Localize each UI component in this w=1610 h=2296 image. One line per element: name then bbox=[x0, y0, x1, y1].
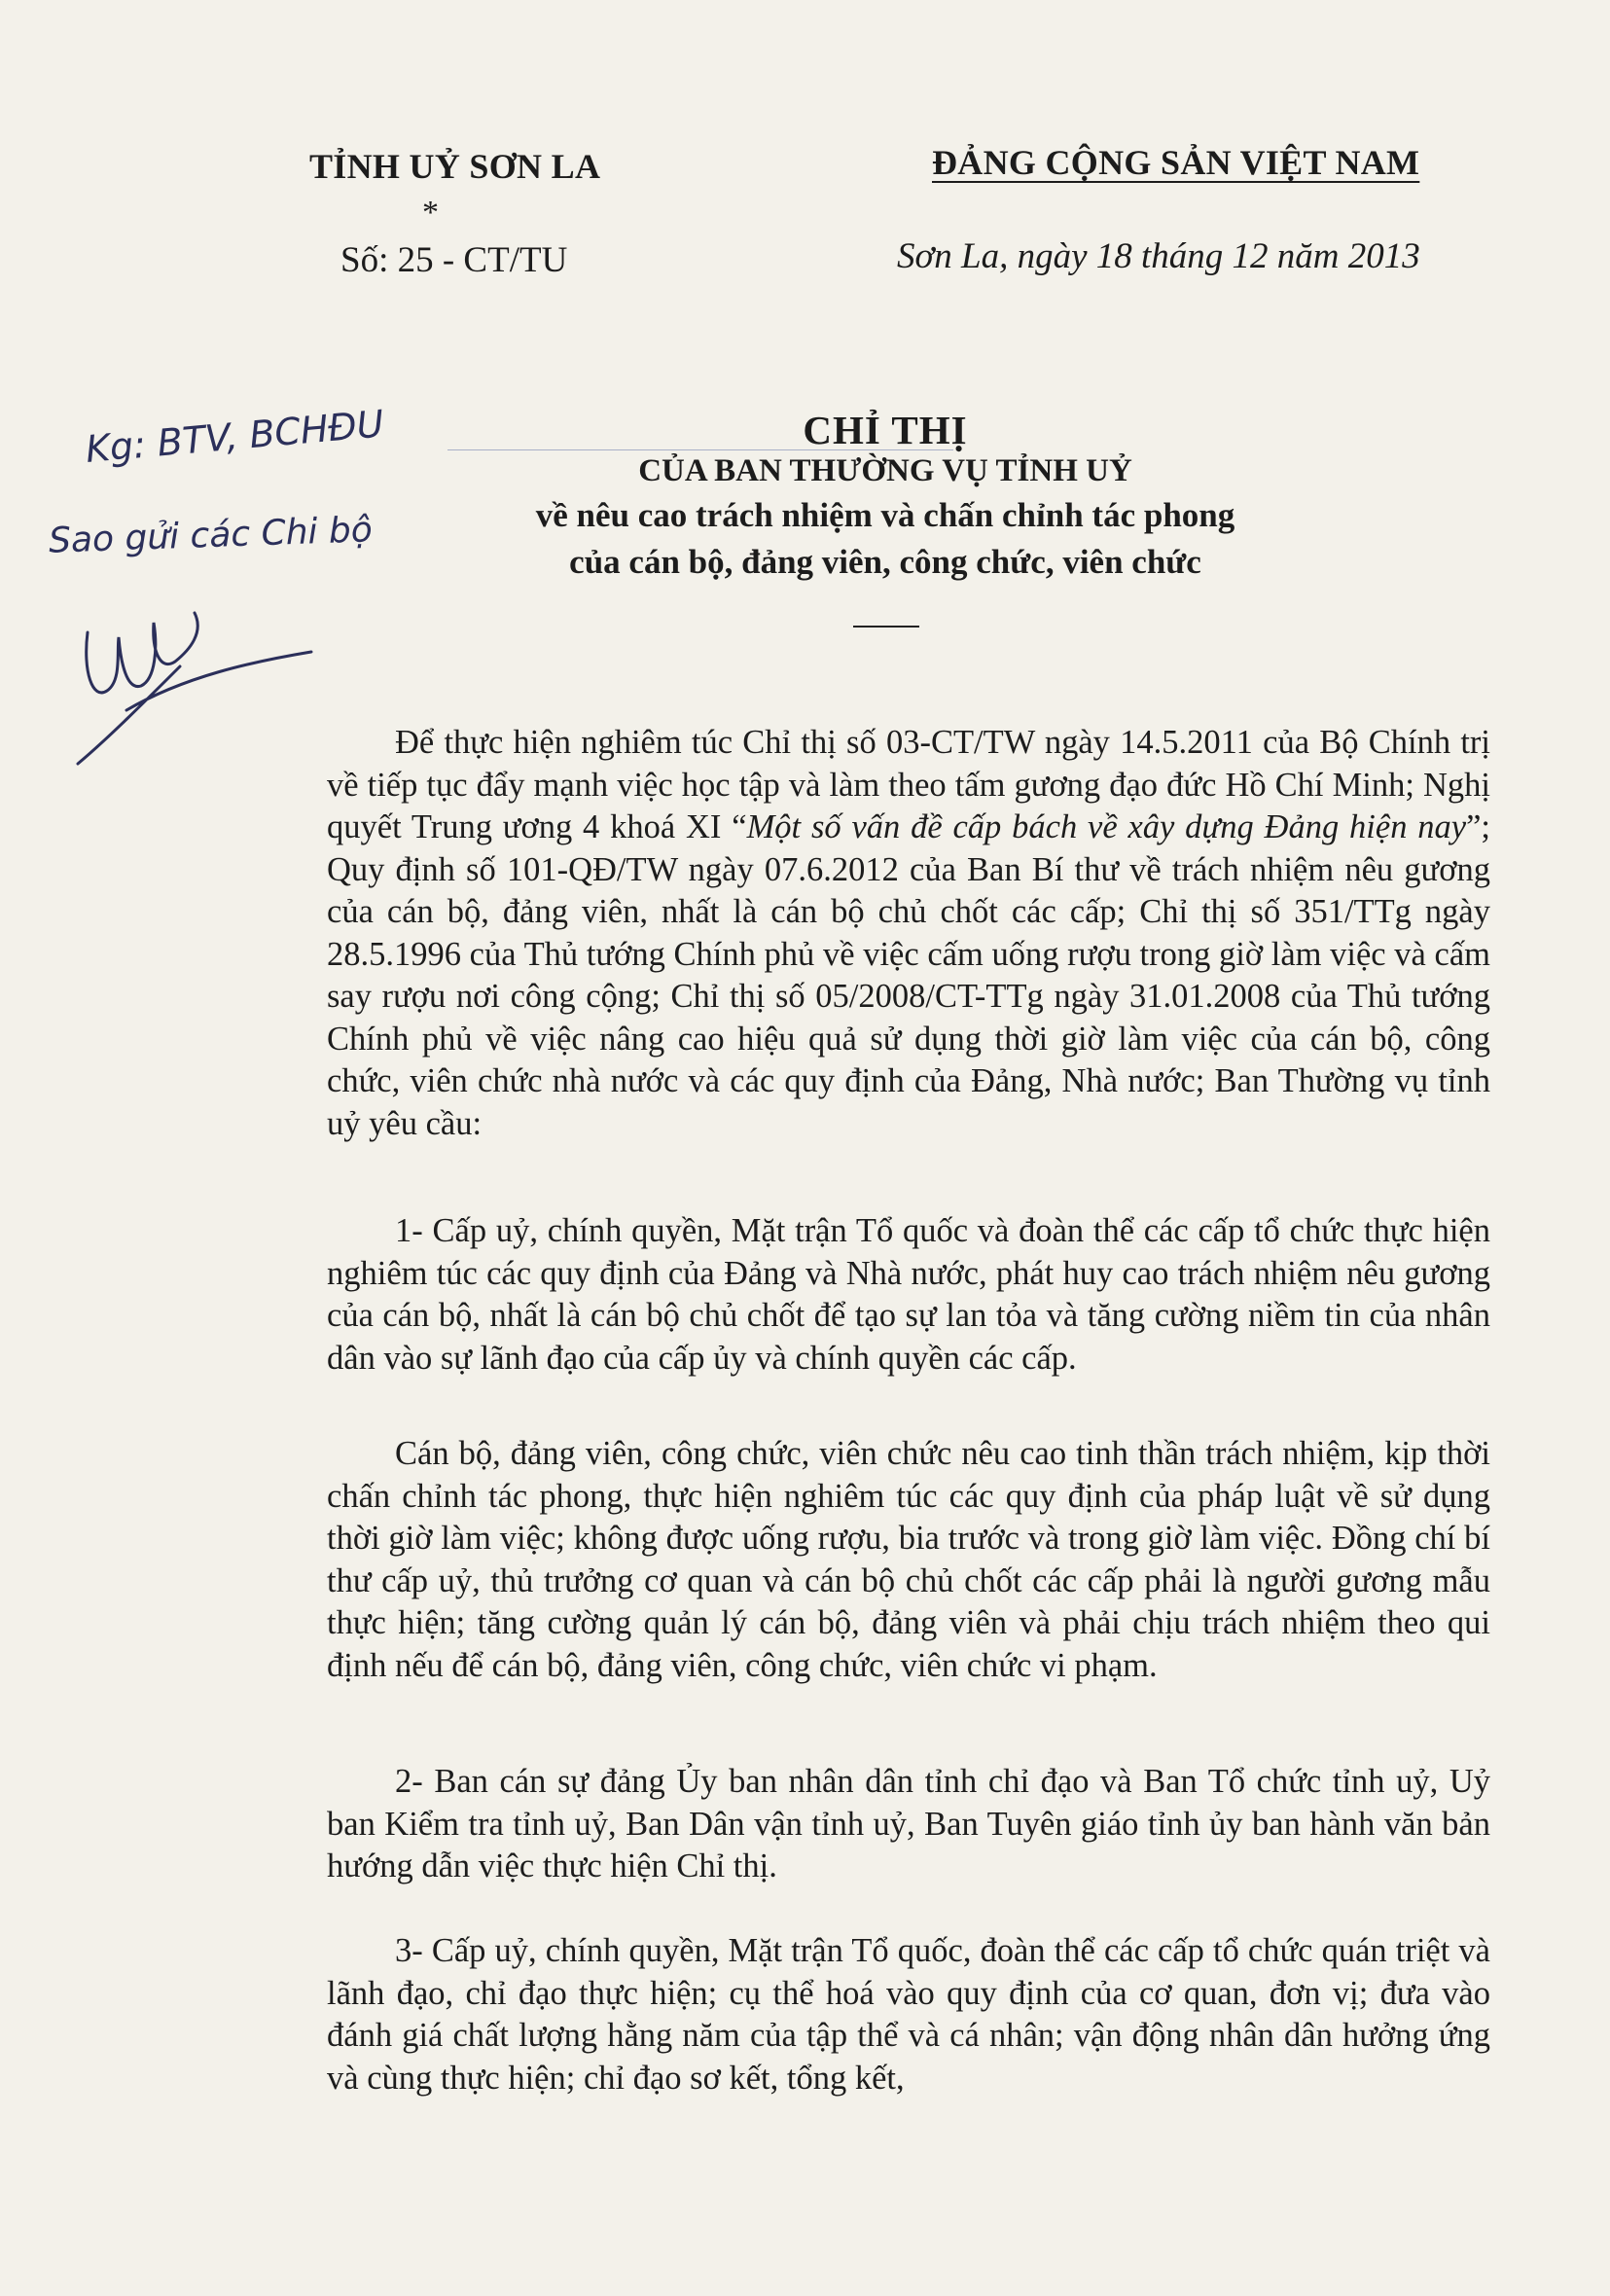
issuing-body: CỦA BAN THƯỜNG VỤ TỈNH UỶ bbox=[638, 453, 1132, 488]
intro-text: Để thực hiện nghiêm túc Chỉ thị số 03-CT/TW ngày 14.5.2011 của Bộ Chính trị về tiếp tục đẩy mạnh việc học tập và làm theo tấm gương đạo đức Hồ Chí Minh; Nghị quyết Trung ương 4 khoá XI “ bbox=[327, 724, 1490, 845]
handwritten-note: Kg: BTV, BCHĐU bbox=[84, 402, 386, 471]
handwritten-note: Sao gửi các Chi bộ bbox=[48, 510, 374, 561]
document-number: Số: 25 - CT/TU bbox=[340, 240, 568, 280]
subject-line: của cán bộ, đảng viên, công chức, viên chức bbox=[569, 543, 1201, 581]
intro-text: ”; Quy định số 101-QĐ/TW ngày 07.6.2012 của Ban Bí thư về trách nhiệm nêu gương của cán bộ, đảng viên, nhất là cán bộ chủ chốt các cấp; Chỉ thị số 351/TTg ngày 28.5.1996 của Thủ tướng Chính phủ về việc cấm uống rượu trong giờ làm việc và cấm say rượu nơi công cộng; Chỉ thị số 05/2008/CT-TTg ngày 31.01.2008 của Thủ tướng Chính phủ về việc nâng cao hiệu quả sử dụng thời giờ làm việc của cán bộ, công chức, viên chức nhà nước và các quy định của Đảng, Nhà nước; Ban Thường vụ tỉnh uỷ yêu cầu: bbox=[327, 808, 1490, 1142]
intro-paragraph bbox=[327, 722, 1490, 1145]
party-name: ĐẢNG CỘNG SẢN VIỆT NAM bbox=[932, 143, 1420, 182]
item-text: Ban cán sự đảng Ủy ban nhân dân tỉnh chỉ đạo và Ban Tổ chức tỉnh uỷ, Uỷ ban Kiểm tra tỉnh uỷ, Ban Dân vận tỉnh uỷ, Ban Tuyên giáo tỉnh ủy ban hành văn bản hướng dẫn việc thực hiện Chỉ thị. bbox=[327, 1763, 1490, 1884]
staff-responsibility-paragraph bbox=[327, 1433, 1490, 1687]
header-star: * bbox=[422, 195, 439, 231]
title-divider bbox=[853, 626, 919, 628]
resolution-title: Một số vấn đề cấp bách về xây dựng Đảng hiện nay bbox=[746, 808, 1467, 845]
issuing-organization: TỈNH UỶ SƠN LA bbox=[309, 147, 601, 186]
item-number: 3- bbox=[395, 1932, 423, 1969]
subject-line: về nêu cao trách nhiệm và chấn chỉnh tác phong bbox=[535, 496, 1235, 534]
item-number: 2- bbox=[395, 1763, 423, 1800]
signature-mark bbox=[68, 593, 321, 788]
paragraph-text: Cán bộ, đảng viên, công chức, viên chức nêu cao tinh thần trách nhiệm, kịp thời chấn chỉnh tác phong, thực hiện nghiêm túc các quy định của pháp luật về sử dụng thời giờ làm việc; không được uống rượu, bia trước và trong giờ làm việc. Đồng chí bí thư cấp uỷ, thủ trưởng cơ quan và cán bộ chủ chốt các cấp phải là người gương mẫu thực hiện; tăng cường quản lý cán bộ, đảng viên và phải chịu trách nhiệm theo qui định nếu để cán bộ, đảng viên, công chức, viên chức vi phạm. bbox=[327, 1435, 1490, 1684]
directive-item-3 bbox=[327, 1930, 1490, 2099]
item-number: 1- bbox=[395, 1212, 423, 1249]
document-date: Sơn La, ngày 18 tháng 12 năm 2013 bbox=[897, 236, 1420, 276]
directive-item-2 bbox=[327, 1761, 1490, 1888]
document-type: CHỈ THỊ bbox=[803, 408, 968, 452]
directive-item-1 bbox=[327, 1210, 1490, 1380]
item-text: Cấp uỷ, chính quyền, Mặt trận Tổ quốc, đoàn thể các cấp tổ chức quán triệt và lãnh đạo, chỉ đạo thực hiện; cụ thể hoá vào quy định của cơ quan, đơn vị; đưa vào đánh giá chất lượng hằng năm của tập thể và cá nhân; vận động nhân dân hưởng ứng và cùng thực hiện; chỉ đạo sơ kết, tổng kết, bbox=[327, 1932, 1490, 2097]
item-text: Cấp uỷ, chính quyền, Mặt trận Tổ quốc và đoàn thể các cấp tổ chức thực hiện nghiêm túc các quy định của Đảng và Nhà nước, phát huy cao trách nhiệm nêu gương của cán bộ, nhất là cán bộ chủ chốt để tạo sự lan tỏa và tăng cường niềm tin của nhân dân vào sự lãnh đạo của cấp ủy và chính quyền các cấp. bbox=[327, 1212, 1490, 1377]
